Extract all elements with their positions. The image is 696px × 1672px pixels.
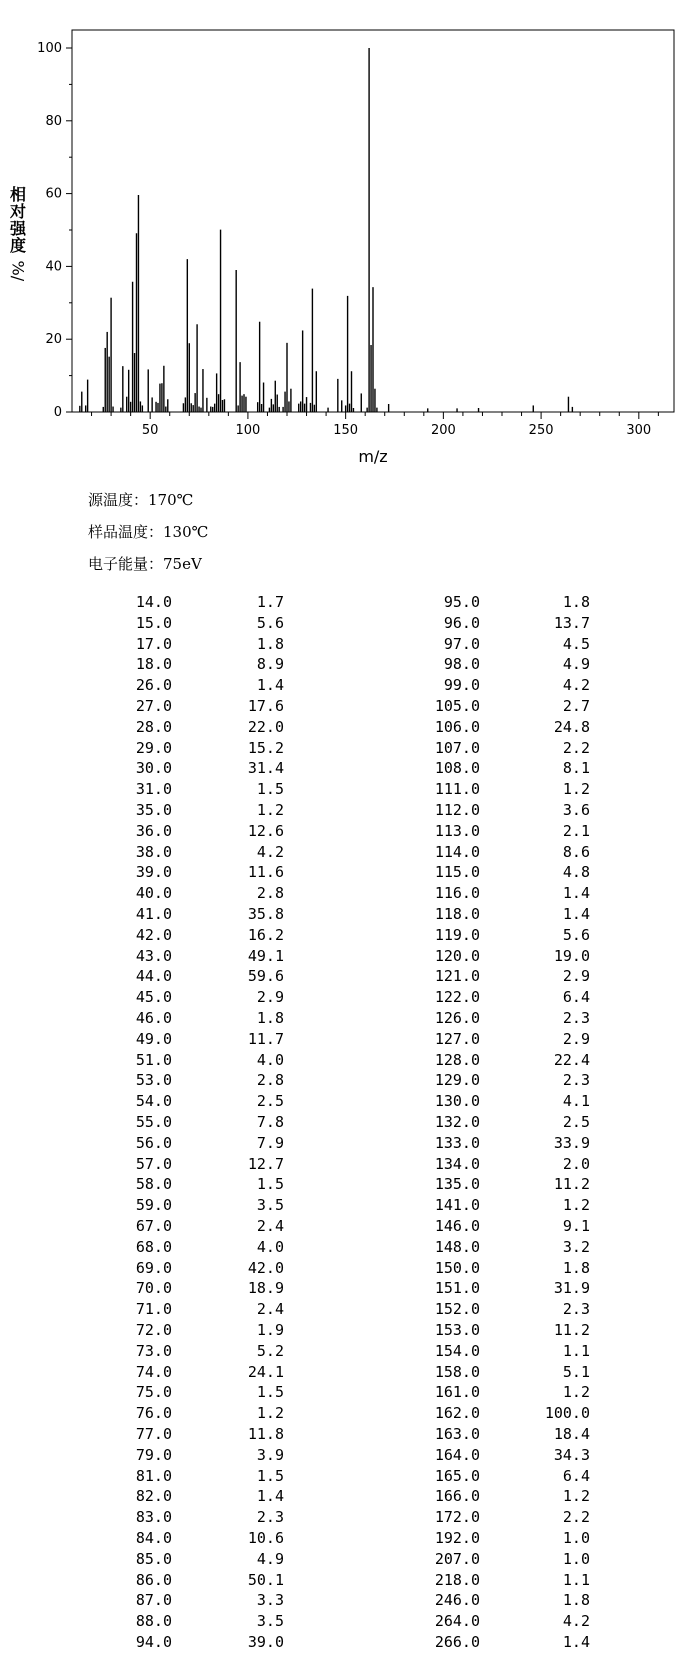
mz-left: 71.0: [135, 1300, 172, 1319]
intensity-left: 4.0: [256, 1050, 284, 1069]
mz-right: 132.0: [434, 1113, 480, 1131]
intensity-left: 49.1: [247, 946, 284, 965]
intensity-right: 5.6: [562, 925, 590, 944]
table-row: [0, 1445, 696, 1466]
intensity-right: 1.1: [562, 1570, 590, 1589]
intensity-right: 4.9: [562, 655, 590, 674]
intensity-right: 11.2: [553, 1321, 590, 1339]
mz-right: 113.0: [434, 821, 480, 840]
intensity-right: 1.0: [562, 1529, 590, 1547]
intensity-right: 2.9: [562, 967, 590, 986]
intensity-right: 8.6: [562, 842, 590, 861]
y-axis-ticks: [37, 41, 72, 420]
intensity-left: 1.7: [256, 593, 284, 611]
intensity-right: 11.2: [553, 1175, 590, 1194]
mz-right: 114.0: [434, 842, 480, 861]
table-row: [0, 634, 696, 655]
x-tick-label: 250: [528, 423, 554, 438]
mz-right: 162.0: [434, 1404, 480, 1423]
mz-left: 73.0: [135, 1341, 172, 1360]
mz-left: 36.0: [135, 821, 172, 840]
mz-right: 150.0: [434, 1258, 480, 1277]
mz-left: 56.0: [135, 1133, 172, 1152]
acquisition-conditions: [88, 484, 208, 580]
intensity-left: 2.4: [256, 1217, 284, 1235]
mz-right: 115.0: [434, 863, 480, 882]
intensity-right: 19.0: [553, 946, 590, 965]
table-row: [0, 1611, 696, 1632]
table-row: [0, 779, 696, 800]
intensity-left: 11.6: [247, 863, 284, 882]
intensity-right: 1.2: [562, 1196, 590, 1215]
intensity-left: 1.9: [256, 1321, 284, 1339]
mz-left: 74.0: [135, 1362, 172, 1381]
mz-right: 128.0: [434, 1050, 480, 1069]
mz-left: 85.0: [135, 1549, 172, 1568]
table-row: [0, 613, 696, 634]
mz-right: 218.0: [434, 1570, 480, 1589]
table-row: [0, 904, 696, 925]
mz-right: 96.0: [443, 613, 480, 632]
mz-right: 107.0: [434, 738, 480, 757]
table-row: [0, 1216, 696, 1237]
intensity-left: 3.3: [256, 1591, 284, 1610]
mz-left: 27.0: [135, 697, 172, 715]
intensity-left: 3.5: [256, 1196, 284, 1215]
intensity-right: 2.3: [562, 1300, 590, 1319]
mz-right: 158.0: [434, 1362, 480, 1381]
table-row: [0, 1466, 696, 1487]
intensity-right: 31.9: [553, 1279, 590, 1298]
intensity-right: 2.1: [562, 821, 590, 840]
x-axis-title: m/z: [358, 447, 388, 466]
intensity-left: 22.0: [247, 717, 284, 736]
mz-right: 164.0: [434, 1445, 480, 1464]
table-row: [0, 1320, 696, 1341]
mz-right: 119.0: [434, 925, 480, 944]
intensity-left: 4.2: [256, 842, 284, 861]
mz-right: 163.0: [434, 1425, 480, 1443]
table-row: [0, 1154, 696, 1175]
intensity-left: 12.7: [247, 1154, 284, 1173]
table-row: [0, 1195, 696, 1216]
intensity-left: 1.4: [256, 1487, 284, 1506]
intensity-right: 3.2: [562, 1237, 590, 1256]
intensity-left: 8.9: [256, 655, 284, 674]
table-row: [0, 1632, 696, 1653]
intensity-left: 4.0: [256, 1237, 284, 1256]
intensity-left: 18.9: [247, 1279, 284, 1298]
mz-left: 68.0: [135, 1237, 172, 1256]
mass-spectrum-chart: [0, 0, 696, 470]
intensity-left: 1.5: [256, 1175, 284, 1194]
mz-right: 95.0: [443, 593, 480, 611]
intensity-left: 1.2: [256, 1404, 284, 1423]
mz-right: 129.0: [434, 1071, 480, 1090]
intensity-right: 1.8: [562, 1591, 590, 1610]
mz-left: 59.0: [135, 1196, 172, 1215]
intensity-left: 3.5: [256, 1612, 284, 1631]
mz-right: 118.0: [434, 905, 480, 923]
intensity-left: 39.0: [247, 1633, 284, 1651]
intensity-right: 4.8: [562, 863, 590, 882]
mz-right: 134.0: [434, 1154, 480, 1173]
table-row: [0, 946, 696, 967]
intensity-left: 1.5: [256, 780, 284, 799]
mz-right: 192.0: [434, 1529, 480, 1547]
table-row: [0, 1570, 696, 1591]
intensity-left: 35.8: [247, 905, 284, 923]
table-row: [0, 1050, 696, 1071]
table-row: [0, 1133, 696, 1154]
y-tick-label: 60: [45, 186, 62, 202]
table-row: [0, 1299, 696, 1320]
table-row: [0, 592, 696, 613]
mz-right: 111.0: [434, 780, 480, 799]
intensity-right: 4.2: [562, 676, 590, 695]
table-row: [0, 821, 696, 842]
mz-right: 116.0: [434, 884, 480, 903]
mz-right: 153.0: [434, 1321, 480, 1339]
mz-right: 148.0: [434, 1237, 480, 1256]
mz-left: 38.0: [135, 842, 172, 861]
mz-right: 112.0: [434, 801, 480, 819]
y-tick-label: 20: [45, 332, 62, 348]
table-row: [0, 675, 696, 696]
intensity-left: 15.2: [247, 738, 284, 757]
intensity-left: 5.2: [256, 1341, 284, 1360]
intensity-left: 50.1: [247, 1570, 284, 1589]
intensity-left: 1.4: [256, 676, 284, 695]
table-row: [0, 1507, 696, 1528]
table-row: [0, 1486, 696, 1507]
mz-left: 39.0: [135, 863, 172, 882]
intensity-right: 2.7: [562, 697, 590, 715]
intensity-right: 1.2: [562, 1487, 590, 1506]
table-row: [0, 738, 696, 759]
intensity-right: 9.1: [562, 1217, 590, 1235]
intensity-right: 2.0: [562, 1154, 590, 1173]
mz-left: 30.0: [135, 759, 172, 778]
intensity-right: 13.7: [553, 613, 590, 632]
table-row: [0, 1112, 696, 1133]
intensity-left: 1.5: [256, 1383, 284, 1402]
mz-left: 87.0: [135, 1591, 172, 1610]
mz-right: 146.0: [434, 1217, 480, 1235]
table-row: [0, 1237, 696, 1258]
mz-left: 51.0: [135, 1050, 172, 1069]
mz-left: 54.0: [135, 1092, 172, 1111]
intensity-left: 7.8: [256, 1113, 284, 1131]
table-row: [0, 1382, 696, 1403]
mz-right: 98.0: [443, 655, 480, 674]
table-row: [0, 1258, 696, 1279]
table-row: [0, 842, 696, 863]
sample-temperature: 样品温度：130℃: [88, 523, 209, 541]
y-axis-title-text: 相对强度: [10, 185, 27, 255]
intensity-left: 11.8: [247, 1425, 284, 1443]
intensity-left: 1.2: [256, 801, 284, 819]
mz-right: 135.0: [434, 1175, 480, 1194]
intensity-left: 10.6: [247, 1529, 284, 1547]
table-row: [0, 1549, 696, 1570]
mz-left: 57.0: [135, 1154, 172, 1173]
table-row: [0, 1341, 696, 1362]
intensity-left: 2.8: [256, 1071, 284, 1090]
mz-left: 77.0: [135, 1425, 172, 1443]
intensity-right: 6.4: [562, 1466, 590, 1485]
mz-right: 165.0: [434, 1466, 480, 1485]
mz-right: 106.0: [434, 717, 480, 736]
mz-left: 49.0: [135, 1029, 172, 1048]
intensity-right: 1.0: [562, 1549, 590, 1568]
intensity-right: 24.8: [553, 717, 590, 736]
intensity-left: 2.8: [256, 884, 284, 903]
intensity-left: 42.0: [247, 1258, 284, 1277]
y-axis-title: [8, 185, 28, 282]
intensity-right: 100.0: [544, 1404, 590, 1423]
x-tick-label: 300: [626, 423, 652, 438]
intensity-left: 2.3: [256, 1508, 284, 1527]
mz-left: 26.0: [135, 676, 172, 695]
table-row: [0, 1174, 696, 1195]
mz-left: 69.0: [135, 1258, 172, 1277]
mz-right: 99.0: [443, 676, 480, 695]
mz-right: 264.0: [434, 1612, 480, 1631]
x-tick-label: 150: [333, 423, 359, 438]
peak-bars: [72, 48, 674, 412]
x-axis-ticks: [92, 412, 659, 438]
mz-right: 130.0: [434, 1092, 480, 1111]
intensity-left: 59.6: [247, 967, 284, 986]
x-tick-label: 100: [235, 423, 261, 438]
intensity-right: 2.5: [562, 1113, 590, 1131]
intensity-right: 1.2: [562, 1383, 590, 1402]
intensity-left: 2.9: [256, 988, 284, 1007]
table-row: [0, 883, 696, 904]
mz-left: 43.0: [135, 946, 172, 965]
intensity-left: 1.8: [256, 1009, 284, 1027]
mz-left: 14.0: [135, 593, 172, 611]
intensity-right: 5.1: [562, 1362, 590, 1381]
source-temperature: 源温度：170℃: [88, 491, 194, 509]
intensity-left: 16.2: [247, 925, 284, 944]
mz-left: 67.0: [135, 1217, 172, 1235]
intensity-right: 1.4: [562, 884, 590, 903]
mz-left: 76.0: [135, 1404, 172, 1423]
intensity-left: 24.1: [247, 1362, 284, 1381]
intensity-right: 1.8: [562, 593, 590, 611]
intensity-right: 18.4: [553, 1425, 590, 1443]
mz-left: 31.0: [135, 780, 172, 799]
mz-left: 83.0: [135, 1508, 172, 1527]
mz-left: 15.0: [135, 613, 172, 632]
table-row: [0, 1362, 696, 1383]
mz-left: 17.0: [135, 634, 172, 653]
x-tick-label: 50: [141, 423, 159, 438]
mz-right: 105.0: [434, 697, 480, 715]
intensity-right: 1.8: [562, 1258, 590, 1277]
mz-left: 86.0: [135, 1570, 172, 1589]
mz-left: 40.0: [135, 884, 172, 903]
mz-left: 18.0: [135, 655, 172, 674]
intensity-right: 2.2: [562, 1508, 590, 1527]
table-row: [0, 1008, 696, 1029]
intensity-right: 1.1: [562, 1341, 590, 1360]
intensity-left: 2.4: [256, 1300, 284, 1319]
mz-left: 45.0: [135, 988, 172, 1007]
intensity-right: 1.2: [562, 780, 590, 799]
mz-right: 97.0: [443, 634, 480, 653]
mz-right: 166.0: [434, 1487, 480, 1506]
mz-left: 82.0: [135, 1487, 172, 1506]
electron-energy: 电子能量：75eV: [88, 555, 202, 573]
y-tick-label: 100: [37, 41, 62, 56]
mz-left: 44.0: [135, 967, 172, 986]
intensity-left: 7.9: [256, 1133, 284, 1152]
table-row: [0, 1278, 696, 1299]
mz-right: 120.0: [434, 946, 480, 965]
mz-right: 152.0: [434, 1300, 480, 1319]
table-row: [0, 925, 696, 946]
intensity-right: 1.4: [562, 905, 590, 923]
intensity-right: 4.5: [562, 634, 590, 653]
table-row: [0, 758, 696, 779]
intensity-right: 33.9: [553, 1133, 590, 1152]
intensity-right: 1.4: [562, 1633, 590, 1651]
mz-left: 55.0: [135, 1113, 172, 1131]
mz-left: 46.0: [135, 1009, 172, 1027]
mz-left: 84.0: [135, 1529, 172, 1547]
mz-left: 88.0: [135, 1612, 172, 1631]
intensity-right: 6.4: [562, 988, 590, 1007]
x-tick-label: 200: [430, 423, 456, 438]
y-tick-label: 80: [45, 113, 62, 129]
mz-left: 70.0: [135, 1279, 172, 1298]
intensity-right: 22.4: [553, 1050, 590, 1069]
mz-right: 207.0: [434, 1549, 480, 1568]
table-row: [0, 800, 696, 821]
mz-left: 42.0: [135, 925, 172, 944]
intensity-left: 4.9: [256, 1549, 284, 1568]
mz-left: 79.0: [135, 1445, 172, 1464]
mz-right: 151.0: [434, 1279, 480, 1298]
table-row: [0, 987, 696, 1008]
intensity-right: 34.3: [553, 1445, 590, 1464]
table-row: [0, 1424, 696, 1445]
mz-left: 81.0: [135, 1466, 172, 1485]
intensity-left: 31.4: [247, 759, 284, 778]
mz-right: 121.0: [434, 967, 480, 986]
intensity-right: 2.9: [562, 1029, 590, 1048]
intensity-right: 2.3: [562, 1071, 590, 1090]
mz-left: 35.0: [135, 801, 172, 819]
intensity-left: 3.9: [256, 1445, 284, 1464]
table-row: [0, 717, 696, 738]
mz-left: 41.0: [135, 905, 172, 923]
intensity-right: 4.1: [562, 1092, 590, 1111]
intensity-left: 11.7: [247, 1029, 284, 1048]
intensity-left: 2.5: [256, 1092, 284, 1111]
intensity-left: 17.6: [247, 697, 284, 715]
mz-left: 28.0: [135, 717, 172, 736]
intensity-left: 1.8: [256, 634, 284, 653]
mz-right: 126.0: [434, 1009, 480, 1027]
y-tick-label: 40: [45, 259, 62, 275]
table-row: [0, 1528, 696, 1549]
mz-right: 141.0: [434, 1196, 480, 1215]
mz-left: 53.0: [135, 1071, 172, 1090]
intensity-right: 4.2: [562, 1612, 590, 1631]
intensity-left: 5.6: [256, 613, 284, 632]
intensity-right: 2.3: [562, 1009, 590, 1027]
table-row: [0, 1029, 696, 1050]
mz-left: 94.0: [135, 1633, 172, 1651]
mz-left: 58.0: [135, 1175, 172, 1194]
mz-right: 133.0: [434, 1133, 480, 1152]
table-row: [0, 862, 696, 883]
table-row: [0, 1590, 696, 1611]
table-row: [0, 654, 696, 675]
table-row: [0, 1403, 696, 1424]
intensity-right: 8.1: [562, 759, 590, 778]
table-row: [0, 696, 696, 717]
mz-left: 72.0: [135, 1321, 172, 1339]
y-tick-label: 0: [53, 405, 62, 420]
mz-left: 75.0: [135, 1383, 172, 1402]
mz-right: 122.0: [434, 988, 480, 1007]
table-row: [0, 966, 696, 987]
intensity-left: 12.6: [247, 821, 284, 840]
mz-right: 108.0: [434, 759, 480, 778]
intensity-right: 3.6: [562, 801, 590, 819]
mz-right: 154.0: [434, 1341, 480, 1360]
intensity-left: 1.5: [256, 1466, 284, 1485]
mz-right: 161.0: [434, 1383, 480, 1402]
table-row: [0, 1091, 696, 1112]
mz-right: 127.0: [434, 1029, 480, 1048]
mz-right: 172.0: [434, 1508, 480, 1527]
y-axis-unit: %/: [8, 260, 28, 282]
mz-left: 29.0: [135, 738, 172, 757]
mz-right: 246.0: [434, 1591, 480, 1610]
intensity-right: 2.2: [562, 738, 590, 757]
mz-right: 266.0: [434, 1633, 480, 1651]
table-row: [0, 1070, 696, 1091]
